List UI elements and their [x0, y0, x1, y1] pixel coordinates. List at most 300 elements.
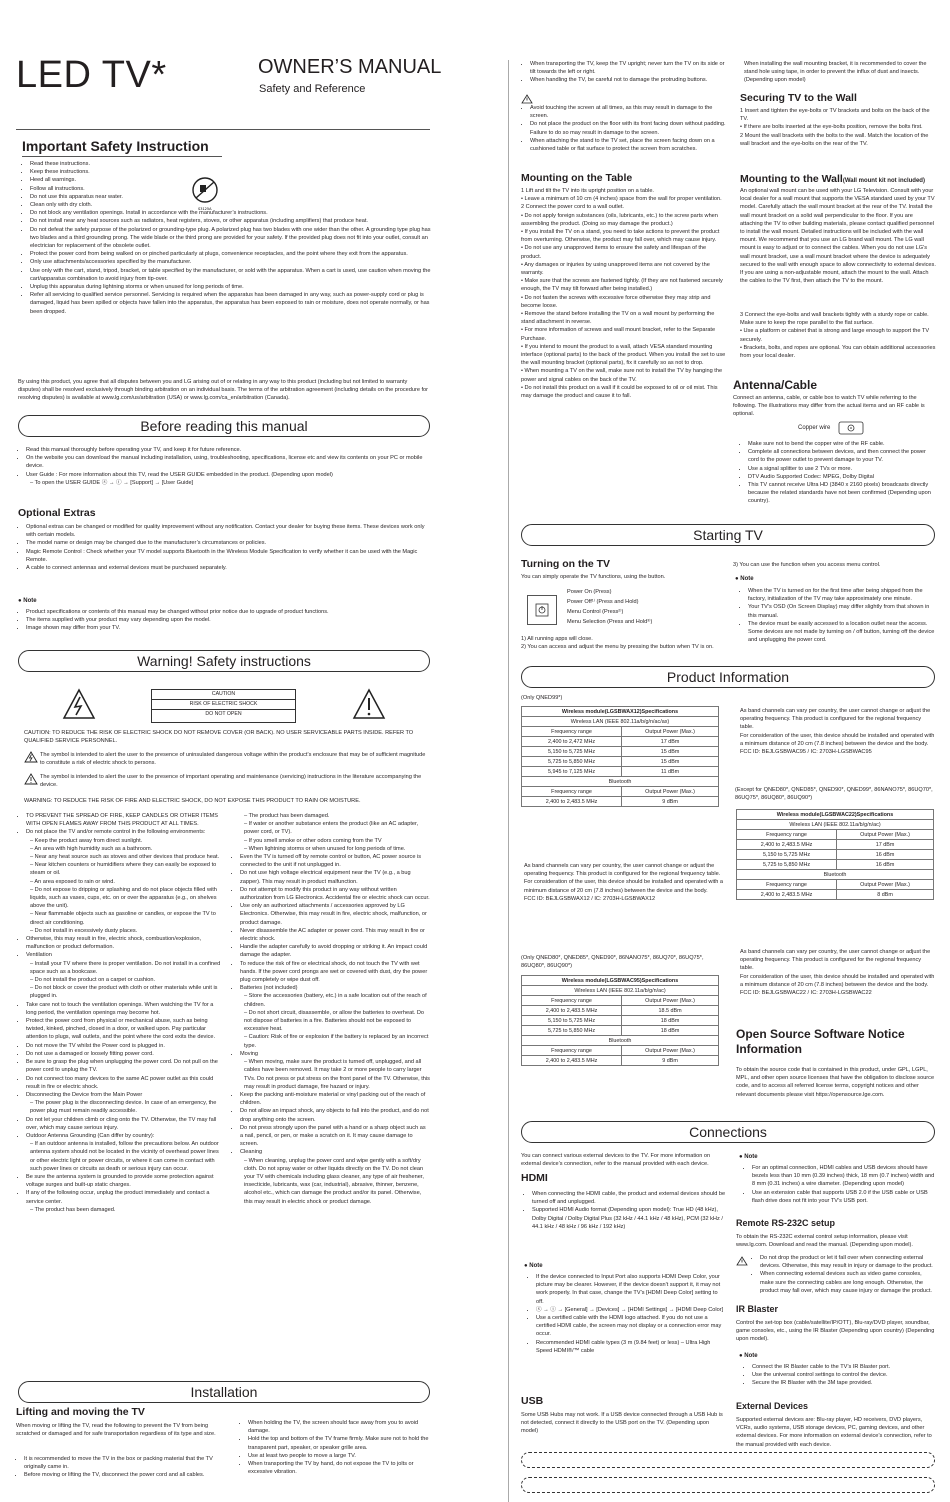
block2-spec-table [521, 975, 719, 1066]
wall-mount-text: An optional wall mount can be used with your LG Television. Consult with your local dealer for a wall mount that supports the VESA standard used by your TV model. Carefully attach the wall mount bracket at the rear of the TV. Install the wall mount bracket on a solid wall perpendicular to the floor. If you are attaching the TV to other building materials, please contact qualified personnel to install the wall mount. Detailed instructions will be included with the wall mount. We recommend that you use an LG brand wall mount. The LG wall mount is easy to adjust or to connect the cables. When you do not use LG's wall mount bracket, use a wall mount bracket where the device is adequately secured to the wall with enough space to allow connectivity to external devices. If you are using a non-adjustable mount, attach the mount to the wall. Attach the cables to the TV first, then attach the TV to the mount. [740, 188, 936, 285]
list-item: • Read this manual thoroughly before operating your TV, and keep it for future reference. [26, 446, 430, 454]
list-item: • Recommended HDMI cable types (3 m (9.84 feet) or less) – Ultra High Speed HDMI®/™ cable [536, 1339, 726, 1355]
caution-icon [736, 1256, 748, 1266]
symbol1-text: The symbol is intended to alert the user to the presence of uninsulated dangerous voltage within the product’s enclosure that may be of sufficient magnitude to constitute a risk of electric shock to persons. [40, 752, 426, 767]
note-label-text: Note [23, 598, 37, 604]
list-item: • Be sure to grasp the plug when unplugging the power cord. Do not pull on the power cord to unplug the TV. [26, 1058, 222, 1074]
list-item: • Make sure not to bend the copper wire of the RF cable. [748, 440, 936, 448]
list-item: • Do not install near any heat sources such as radiators, heat registers, stoves, or other apparatus (including amplifiers) that produce heat. [30, 217, 432, 225]
list-item: • It is recommended to move the TV in the box or packing material that the TV originally came in. [24, 1455, 224, 1471]
list-item: – Store the accessories (battery, etc.) in a safe location out of the reach of children. [244, 993, 427, 1008]
table-cell: 18 dBm [622, 1026, 719, 1036]
footnote: 1) All running apps will close. [521, 636, 593, 642]
list-item: • Do not connect too many devices to the same AC power outlet as this could result in fire or electric shock. [26, 1075, 222, 1091]
optional-title: Optional Extras [18, 507, 96, 519]
list-item: • Remove the stand before installing the TV on a wall mount by performing the stand attachment in reverse. [521, 311, 715, 326]
ir-note-label: ● Note [739, 1353, 758, 1359]
table-cell: 11 dBm [622, 767, 719, 777]
table-row [522, 737, 719, 747]
warning-left-list [18, 812, 222, 1214]
button-function: Power On (Press) [567, 589, 612, 595]
list-item: • For more information of screws and wall mount bracket, refer to the Separate Purchase. [521, 327, 716, 342]
list-item: • Moving [240, 1050, 430, 1058]
wall-mount-title-text: Mounting to the Wall [740, 173, 843, 185]
rs232-list [752, 1254, 936, 1295]
hdmi-note-label: ● Note [524, 1263, 543, 1269]
open-source-title: Open Source Software Notice Information [736, 1027, 905, 1056]
table-cell: Output Power (Max.) [622, 1046, 719, 1056]
list-item: 2 Mount the wall brackets with the bolts to the wall. Match the location of the wall bracket and the eye-bolts on the rear of the TV. [740, 132, 929, 147]
table-row [522, 707, 719, 717]
list-item: • Batteries (not included) [240, 984, 430, 992]
list-item: • Optional extras can be changed or modified for quality improvement without any notification. Contact your dealer for buying these items. These devices work only with certain models. [26, 523, 430, 539]
fcc-id: FCC ID: BEJLGSBWAC95 / IC: 2703H-LGSBWAC95 [740, 749, 872, 756]
table-mount-list [521, 187, 726, 400]
important-list [22, 160, 432, 316]
list-item: • If the device connected to Input Port also supports HDMI Deep Color, your picture may be clearer. However, if the device doesn't support it, it may not work properly. In that case, change the TV’s [HDMI Deep Color] setting to off. [536, 1273, 726, 1306]
table-cell: Wireless LAN (IEEE 802.11a/b/g/n/ac) [522, 986, 719, 996]
list-item: • Do not fasten the screws with excessive force otherwise they may strip and become loose. [521, 294, 711, 309]
manual-subtitle: Safety and Reference [259, 83, 366, 95]
table-cell: Bluetooth [737, 870, 934, 880]
caution-row: DO NOT OPEN [205, 711, 242, 717]
optional-list [18, 523, 430, 572]
wall-mount-suffix: (Wall mount kit not included) [842, 178, 925, 184]
table-cell: 18 dBm [622, 1016, 719, 1026]
open-source-text: To obtain the source code that is contained in this product, under GPL, LGPL, MPL, and other open source licenses that have the obligation to disclose source code, and to access all referred license terms, copyright notices and other relevant documents please visit https://opensource.lge.com. [736, 1067, 935, 1098]
table-cell: 5,150 to 5,725 MHz [737, 850, 837, 860]
list-item: • When handling the TV, be careful not to damage the protruding buttons. [530, 76, 726, 84]
ir-blaster-title: IR Blaster [736, 1304, 779, 1314]
list-item: • When transporting the TV, keep the TV upright; never turn the TV on its side or tilt towards the left or right. [530, 60, 726, 76]
list-item: • Leave a minimum of 10 cm (4 inches) space from the wall for proper ventilation. [521, 196, 722, 203]
turning-on-title: Turning on the TV [521, 558, 611, 570]
copper-wire-label: Copper wire [798, 425, 831, 431]
table-row [522, 1006, 719, 1016]
starting-heading: Starting TV [521, 524, 935, 546]
table-cell: 2,400 to 2,483.5 MHz [522, 1006, 622, 1016]
list-item: • When the TV is turned on for the first time after being shipped from the factory, initialization of the TV may take approximately one minute. [748, 587, 936, 603]
table-cell: 5,150 to 5,725 MHz [522, 747, 622, 757]
table-row [522, 797, 719, 807]
usb-text: Some USB Hubs may not work. If a USB device connected through a USB Hub is not detected, connect it directly to the USB port on the TV. (Depending upon model) [521, 1412, 723, 1435]
table-cell: Frequency range [522, 727, 622, 737]
list-item: • Unplug this apparatus during lightning storms or when unused for long periods of time. [30, 283, 432, 291]
product-title: LED TV* [16, 54, 167, 96]
power-button-icon[interactable] [528, 596, 556, 624]
external-devices-text: Supported external devices are: Blu-ray player, HD receivers, DVD players, VCRs, audio systems, USB storage devices, PC, gaming devices, and other external devices. For more information on external device’s connection, refer to the manual provided with each device. [736, 1417, 932, 1448]
list-item: – When moving, make sure the product is turned off, unplugged, and all cables have been removed. It may take 2 or more people to carry larger TVs. Do not press or put stress on the front panel of the TV. Otherwise, this may result in product damage, fire hazard or injury. [244, 1059, 430, 1090]
list-item: • Use a platform or cabinet that is strong and large enough to support the TV securely. [740, 328, 930, 343]
list-item: – To open the USER GUIDE ⓢ → ⓘ → [Support] → [User Guide] [30, 479, 194, 486]
list-item: 3 Connect the eye-bolts and wall brackets tightly with a sturdy rope or cable. Make sure to keep the rope parallel to the flat surface. [740, 312, 929, 327]
caution-text: CAUTION: TO REDUCE THE RISK OF ELECTRIC SHOCK DO NOT REMOVE COVER (OR BACK). NO USER SERVICEABLE PARTS INSIDE. REFER TO QUALIFIED SERVICE PERSONNEL. [24, 730, 414, 745]
list-item: • Keep these instructions. [30, 168, 432, 176]
list-item: • Be sure the antenna system is grounded to provide some protection against voltage surges and built-up static charges. [26, 1173, 222, 1189]
hdmi-note-list [528, 1273, 726, 1355]
list-item: – Caution: Risk of fire or explosion if the battery is replaced by an incorrect type. [244, 1034, 429, 1049]
block2-notes [740, 707, 936, 756]
list-item: • Use at least two people to move a large TV. [248, 1452, 432, 1460]
list-item: • If you install the TV on a stand, you need to take actions to prevent the product from overturning. Otherwise, the product may fall over, which may cause injury. [521, 229, 720, 244]
list-item: • Ventilation [26, 951, 222, 959]
table-cell: 5,725 to 5,850 MHz [737, 860, 837, 870]
list-item: • Do not place the product on the floor with its front facing down without padding. Failure to do so may result in damage to the screen. [530, 120, 726, 136]
before-heading: Before reading this manual [18, 415, 430, 437]
list-item: • Make sure that the screws are fastened tightly. (If they are not fastened securely enough, the TV may tilt forward after being installed.) [521, 278, 723, 293]
list-item: – If you smell smoke or other odors coming from the TV [244, 837, 382, 844]
manual-title: OWNER’S MANUAL [258, 56, 442, 78]
before-note-list [18, 608, 430, 633]
table-row [737, 860, 934, 870]
table-cell: Frequency range [522, 1046, 622, 1056]
table-cell: 9 dBm [622, 797, 719, 807]
list-item: • When connecting external devices such as video game consoles, make sure the connecting cables are long enough. Otherwise, the product may fall over, which may cause injury or damage the product. [760, 1270, 936, 1295]
lifting-list [16, 1455, 224, 1480]
list-item: • Heed all warnings. [30, 176, 432, 184]
list-item: – Do not block or cover the product with cloth or other materials while unit is plugged in. [30, 985, 218, 1000]
conn-note-list [744, 1164, 936, 1205]
list-item: • Use only with the cart, stand, tripod, bracket, or table specified by the manufacturer, or sold with the apparatus. When a cart is used, use caution when moving the cart/apparatus combination to avoid injury from tip-over. [30, 267, 432, 283]
list-item: – If an outdoor antenna is installed, follow the precautions below. An outdoor antenna system should not be located in the vicinity of overhead power lines or other electric light or power circuits, or where it can come in contact with such power lines or circuits as death or serious injury can occur. [30, 1141, 219, 1172]
list-item: • Do not use any unapproved items to ensure the safety and lifespan of the product. [521, 245, 707, 260]
turning-on-intro: You can simply operate the TV functions, using the button. [521, 574, 666, 580]
distance-text: For consideration of the user, this device should be installed and operated with a minimum distance of 20 cm (7.8 inches) between the device and the body. [740, 732, 935, 747]
table-cell: Output Power (Max.) [622, 727, 719, 737]
table-cell: Wireless module(LGSBWAC22)Specifications [737, 810, 934, 820]
button-function: Menu Control (Press²⁾) [567, 609, 624, 615]
table-cell: 17 dBm [622, 737, 719, 747]
rs232-title: Remote RS-232C setup [736, 1218, 836, 1228]
table-cell: 18.5 dBm [622, 1006, 719, 1016]
distance-text: For consideration of the user, this device should be installed and operated with a minimum distance of 20 cm (7.8 inches) between the device and the body. [740, 973, 935, 988]
securing-list [740, 107, 936, 148]
list-item: • Even the TV is turned off by remote control or button, AC power source is connected to the unit if not unplugged in. [240, 853, 430, 869]
transport-list [522, 60, 726, 85]
list-item: • Handle the adapter carefully to avoid dropping or striking it. An impact could damage the adapter. [240, 943, 430, 959]
list-item: – When cleaning, unplug the power cord and wipe gently with a soft/dry cloth. Do not spray water or other liquids directly on the TV. Do not clean your TV with chemicals including glass cleaner, any type of air freshener, insecticide, lubricants, wax (car, industrial), abrasive, thinner, benzene, alcohol etc., which can damage the product and/or its panel. Otherwise, this may result in electric shock or product damage. [244, 1157, 424, 1205]
list-item: – Do not expose to dripping or splashing and do not place objects filled with liquids, such as vases, cups, etc. on or over the apparatus (e.g., on shelves above the unit). [30, 886, 217, 910]
list-item: • Use only an authorized attachments / accessories approved by LG Electronics. Otherwise, this may result in fire, electric shock, malfunction, or product damage. [240, 902, 430, 927]
table-row [737, 820, 934, 830]
list-item: • Clean only with dry cloth. [30, 201, 432, 209]
list-item: • Do not apply foreign substances (oils, lubricants, etc.) to the screw parts when assembling the product. (Doing so may damage the product.) [521, 212, 718, 227]
list-item: • If any of the following occur, unplug the product immediately and contact a service center. [26, 1189, 222, 1205]
antenna-title: Antenna/Cable [733, 378, 818, 392]
list-item: • Any damages or injuries by using unapproved items are not covered by the warranty. [521, 261, 710, 277]
list-item: – Near flammable objects such as gasoline or candles, or expose the TV to direct air conditioning. [30, 911, 216, 926]
list-item: • This TV cannot receive Ultra HD (3840 x 2160 pixels) broadcasts directly because the related standards have not been confirmed (Depending upon country). [748, 481, 936, 506]
list-item: • Use a certified cable with the HDMI logo attached. If you do not use a certified HDMI cable, the screen may not display or a connection error may occur. [536, 1314, 726, 1339]
table-row [737, 840, 934, 850]
antenna-list [740, 440, 936, 506]
table-cell: 2,400 to 2,483.5 MHz [737, 890, 837, 900]
starting-note-text: Note [740, 576, 754, 582]
divider [22, 156, 222, 157]
hdmi-list [524, 1190, 726, 1231]
connections-intro: You can connect various external devices to the TV. For more information on external device’s connection, refer to the manual provided with each device. [521, 1153, 711, 1168]
block3-model: (Except for QNED80*, QNED85*, QNED90*, QNED99*, 86NANO75*, 86UQ70*, 86UQ75*, 86UQ80*, 86UQ90*) [735, 787, 933, 802]
table-row [522, 787, 719, 797]
table-cell: Bluetooth [522, 777, 719, 787]
list-item: • To reduce the risk of fire or electrical shock, do not touch the TV with wet hands. If the power cord prongs are wet or covered with dust, dry the power plug completely or wipe dust off. [240, 960, 430, 985]
list-item: • For an optimal connection, HDMI cables and USB devices should have bezels less than 10 mm (0.39 inches) thick, 18 mm (0.7 inches) width and 8 mm (0.31 inches) a wire diameter. (Depending upon model) [752, 1164, 936, 1189]
list-item: • Otherwise, this may result in fire, electric shock, combustion/explosion, malfunction or product deformation. [26, 935, 222, 951]
list-item: • Do not place the TV and/or remote control in the following environments: [26, 828, 222, 836]
conn-note-text: Note [744, 1154, 758, 1160]
table-cell: Bluetooth [522, 1036, 719, 1046]
hdmi-note-text: Note [529, 1263, 543, 1269]
list-item: • Protect the power cord from physical or mechanical abuse, such as being twisted, kinked, pinched, closed in a door, or walked upon. Pay particular attention to plugs, wall outlets, and the point where the cord exits the device. [26, 1017, 222, 1042]
list-item: – An area with high humidity such as a bathroom. [30, 845, 153, 852]
block1-notes [524, 862, 724, 903]
table-cell: 5,945 to 7,125 MHz [522, 767, 622, 777]
list-item: • Do not use a damaged or loosely fitting power cord. [26, 1050, 222, 1058]
block1-model: (Only QNED99*) [521, 695, 563, 701]
table-row [737, 890, 934, 900]
exclamation-warning-icon [352, 688, 386, 720]
list-item: • TO PREVENT THE SPREAD OF FIRE, KEEP CANDLES OR OTHER ITEMS WITH OPEN FLAMES AWAY FROM THIS PRODUCT AT ALL TIMES. [26, 812, 222, 828]
table-row [522, 717, 719, 727]
table-cell: 5,725 to 5,850 MHz [522, 757, 622, 767]
list-item: – When lightning storms or when unused for long periods of time. [244, 845, 406, 852]
list-item: – Install your TV where there is proper ventilation. Do not install in a confined space such as a bookcase. [30, 960, 221, 975]
hdmi-title: HDMI [521, 1172, 548, 1184]
block3-notes [740, 948, 936, 997]
list-item: • Do not use this apparatus near water. [30, 193, 432, 201]
list-item: – The product has been damaged. [244, 813, 330, 819]
list-item: 1 Insert and tighten the eye-bolts or TV brackets and bolts on the back of the TV. [740, 108, 930, 123]
table-cell: 17 dBm [837, 840, 934, 850]
product-info-heading: Product Information [521, 666, 935, 688]
footnote-3: 3) You can use the function when you access menu control. [733, 562, 881, 568]
list-item: • Complete all connections between devices, and then connect the power cord to the power outlet to prevent damage to your TV. [748, 448, 936, 464]
list-item: • Do not defeat the safety purpose of the polarized or grounding-type plug. A polarized plug has two blades with one wider than the other. A grounding type plug has two blades and a third grounding prong. The wide blade or the third prong are provided for your safety. If the provided plug does not fit into your outlet, consult an electrician for replacement of the obsolete outlet. [30, 226, 432, 251]
list-item: • User Guide : For more information about this TV, read the USER GUIDE embedded in the product. (Depending upon model) [26, 471, 430, 479]
list-item: 2 Connect the power cord to a wall outlet. [521, 204, 624, 211]
table-row [522, 1026, 719, 1036]
list-item: – Do not short circuit, disassemble, or allow the batteries to overheat. Do not dispose of batteries in a fire. Batteries should not be exposed to excessive heat. [244, 1009, 425, 1033]
list-item: • Read these instructions. [30, 160, 432, 168]
list-item: • Disconnecting the Device from the Main Power [26, 1091, 222, 1099]
svg-text:S3125A: S3125A [198, 207, 212, 211]
list-item: • Supported HDMI Audio format (Depending upon model): True HD (48 kHz), Dolby Digital / Dolby Digital Plus (32 kHz / 44.1 kHz / 48 kHz), PCM (32 kHz / 44.1 kHz / 48 kHz / 96 kHz / 192 kHz) [532, 1206, 726, 1231]
list-item: • Never disassemble the AC adapter or power cord. This may result in fire or electric shock. [240, 927, 430, 943]
table-cell: Wireless LAN (IEEE 802.11a/b/g/n/ac) [737, 820, 934, 830]
ir-note-text: Note [744, 1353, 758, 1359]
caution-row: RISK OF ELECTRIC SHOCK [152, 700, 295, 710]
footnotes [521, 635, 727, 651]
bracket-intro: When installing the wall mounting bracket, it is recommended to cover the stand hole using tape, in order to prevent the influx of dust and insects. (Depending upon model) [744, 61, 927, 84]
lifting-list-2 [240, 1419, 432, 1476]
antenna-text: Connect an antenna, cable, or cable box to watch TV while referring to the following. The illustrations may differ from the actual items and an RF cable is optional. [733, 395, 925, 418]
table-cell: Frequency range [737, 830, 837, 840]
list-item: • Do not let your children climb or cling onto the TV. Otherwise, the TV may fall over, which may cause serious injury. [26, 1116, 222, 1132]
fcc-id: FCC ID: BEJLGSBWAC22 / IC: 2703H-LGSBWAC22 [740, 990, 872, 997]
table-cell: 16 dBm [837, 860, 934, 870]
caution-box [151, 689, 296, 723]
table-row [522, 1046, 719, 1056]
important-title: Important Safety Instruction [22, 138, 209, 154]
list-item: • Only use attachments/accessories specified by the manufacturer. [30, 258, 432, 266]
list-item: • DTV Audio Supported Codec: MPEG, Dolby Digital [748, 473, 936, 481]
list-item: • Do not allow an impact shock, any objects to fall into the product, and do not drop anything onto the screen. [240, 1107, 430, 1123]
table-cell: Output Power (Max.) [622, 787, 719, 797]
list-item: • When mounting a TV on the wall, make sure not to install the TV by hanging the power and signal cables on the back of the TV. [521, 368, 723, 383]
list-item: • Image shown may differ from your TV. [26, 624, 430, 632]
band-text: As band channels can vary per country, the user cannot change or adjust the operating frequency. This product is configured for the regional frequency table. [740, 708, 931, 731]
band-text: As band channels can vary per country, the user cannot change or adjust the operating frequency. This product is configured for the regional frequency table. [524, 863, 721, 878]
power-button-box [527, 595, 557, 625]
table-row [522, 996, 719, 1006]
table-row [737, 870, 934, 880]
caution-row: CAUTION [152, 690, 295, 700]
table-row [522, 976, 719, 986]
list-item: 1 Lift and tilt the TV into its upright position on a table. [521, 188, 654, 194]
rf-cable-icon [838, 419, 864, 437]
starting-note-label: ● Note [735, 576, 754, 582]
list-item: • Use the universal control settings to control the device. [752, 1371, 936, 1379]
lightning-warning-icon [62, 688, 96, 720]
list-item: – Do not install the product on a carpet or cushion. [30, 977, 156, 984]
connections-heading: Connections [521, 1121, 935, 1143]
table-row [522, 757, 719, 767]
list-item: – The power plug is the disconnecting device. In case of an emergency, the power plug must remain readily accessible. [30, 1100, 217, 1115]
table-cell: 2,400 to 2,483.5 MHz [522, 1056, 622, 1066]
list-item: • Do not drop the product or let it fall over when connecting external devices. Otherwise, this may result in injury or damage to the product. [760, 1254, 936, 1270]
button-function: Menu Selection (Press and Hold³⁾) [567, 619, 653, 625]
warning-right-list [232, 812, 430, 1206]
lifting-intro: When moving or lifting the TV, read the following to prevent the TV from being scratched or damaged and for safe transportation regardless of its type and size. [16, 1423, 216, 1438]
table-cell: 5,150 to 5,725 MHz [522, 1016, 622, 1026]
conn-note-label: ● Note [739, 1154, 758, 1160]
list-item: • Protect the power cord from being walked on or pinched particularly at plugs, convenience receptacles, and the point where they exit from the apparatus. [30, 250, 432, 258]
list-item: • The items supplied with your product may vary depending upon the model. [26, 616, 430, 624]
ir-blaster-text: Control the set-top box (cable/satellite/IP/OTT), Blu-ray/DVD player, soundbar, game consoles, etc., using the IR Blaster (Depending upon country) (Depending upon model). [736, 1320, 935, 1343]
list-item: • The device must be easily accessed to a location outlet near the access. Some devices are not made by turning on / off button, turning off the device and unplugging the power cord. [748, 620, 936, 645]
fcc-id: FCC ID: BEJLGSBWAX12 / IC: 2703H-LGSBWAX12 [524, 895, 656, 902]
before-list [18, 446, 430, 487]
table-row [737, 850, 934, 860]
block2-model: (Only QNED80*, QNED85*, QNED90*, 86NANO75*, 86UQ70*, 86UQ75*, 86UQ80*, 86UQ90*) [521, 955, 704, 970]
list-item: • Avoid touching the screen at all times, as this may result in damage to the screen. [530, 104, 726, 120]
list-item: – If water or another substance enters the product (like an AC adapter, power cord, or TV). [244, 821, 419, 836]
list-item: • When holding the TV, the screen should face away from you to avoid damage. [248, 1419, 432, 1435]
table-cell: 15 dBm [622, 757, 719, 767]
list-item: • Brackets, bolts, and ropes are optional. You can obtain additional accessories from your local dealer. [740, 344, 936, 360]
list-item: • Do not press strongly upon the panel with a hand or a sharp object such as a nail, pencil, or pen, or make a scratch on it. It may cause damage to screen. [240, 1124, 430, 1149]
lightning-small-icon [24, 751, 38, 763]
list-item: • Do not attempt to modify this product in any way without written authorization from LG Electronics. Accidental fire or electric shock can occur. [240, 886, 430, 902]
block1-spec-table [521, 706, 719, 807]
table-cell: Wireless LAN (IEEE 802.11a/b/g/n/ac/ax) [522, 717, 719, 727]
table-row [522, 1016, 719, 1026]
table-cell: Output Power (Max.) [837, 880, 934, 890]
list-item: • Do not move the TV whilst the Power cord is plugged in. [26, 1042, 222, 1050]
screen-care-list [522, 104, 726, 153]
list-item: – The product has been damaged. [30, 1206, 116, 1213]
blank-box [521, 1477, 935, 1493]
installation-heading: Installation [18, 1381, 430, 1403]
table-cell: Wireless module(LGSBWAX12)Specifications [522, 707, 719, 717]
usb-title: USB [521, 1395, 544, 1407]
table-row [522, 747, 719, 757]
table-cell: 2,400 to 2,483.5 MHz [522, 797, 622, 807]
note-label: ● Note [18, 598, 37, 604]
arbitration-text: By using this product, you agree that all disputes between you and LG arising out of or relating in any way to this product (including but not limited to warranty disputes) shall be resolved exclusively through binding arbitration on an individual basis. The terms of the arbitration agreement (including details on the procedure for resolving disputes) is available at www.lg.com/us/arbitration (USA) or www.lg.com/ca_en/arbitration (Canada). [18, 379, 429, 402]
exclamation-small-icon [24, 773, 38, 785]
button-function: Power Off¹⁾ (Press and Hold) [567, 599, 639, 605]
fire-warning: WARNING: TO REDUCE THE RISK OF FIRE AND ELECTRIC SHOCK, DO NOT EXPOSE THIS PRODUCT TO RAIN OR MOISTURE. [24, 798, 361, 804]
ir-note-list [744, 1363, 936, 1388]
list-item: • Hold the top and bottom of the TV frame firmly. Make sure not to hold the transparent part, speaker, or speaker grille area. [248, 1435, 432, 1451]
table-cell: Frequency range [737, 880, 837, 890]
table-row [522, 727, 719, 737]
securing-title: Securing TV to the Wall [740, 92, 857, 104]
lifting-title: Lifting and moving the TV [16, 1406, 145, 1418]
starting-note-list [740, 587, 936, 644]
table-cell: Frequency range [522, 787, 622, 797]
table-row [522, 1056, 719, 1066]
table-row [522, 777, 719, 787]
table-cell: 16 dBm [837, 850, 934, 860]
list-item: • Magic Remote Control : Check whether your TV model supports Bluetooth in the Wireless Module Specification to verify whether it can be used with the Magic Remote. [26, 548, 430, 564]
list-item: • Connect the IR Blaster cable to the TV’s IR Blaster port. [752, 1363, 936, 1371]
list-item: • Before moving or lifting the TV, disconnect the power cord and all cables. [24, 1471, 224, 1479]
list-item: • Outdoor Antenna Grounding (Can differ by country): [26, 1132, 222, 1140]
list-item: – Near kitchen counters or humidifiers where they can easily be exposed to steam or oil. [30, 862, 217, 877]
table-row [737, 810, 934, 820]
list-item: • Refer all servicing to qualified service personnel. Servicing is required when the apparatus has been damaged in any way, such as power-supply cord or plug is damaged, liquid has been spilled or objects have fallen into the apparatus, the apparatus has been exposed to rain or moisture, does not operate normally, or has been dropped. [30, 291, 432, 316]
table-cell: Output Power (Max.) [837, 830, 934, 840]
table-cell: 15 dBm [622, 747, 719, 757]
list-item: • The model name or design may be changed due to the manufacturer’s circumstances or policies. [26, 539, 430, 547]
table-row [522, 1036, 719, 1046]
table-cell: 8 dBm [837, 890, 934, 900]
list-item: • If you intend to mount the product to a wall, attach VESA standard mounting interface (optional parts) to the back of the product. When you install the set to use the wall mounting bracket (optional parts), fix it carefully so as not to drop. [521, 343, 726, 367]
list-item: – Near any heat source such as stoves and other devices that produce heat. [30, 854, 220, 861]
wall-mount-title [740, 173, 925, 185]
table-cell: Output Power (Max.) [622, 996, 719, 1006]
table-row [737, 830, 934, 840]
list-item: • Your TV’s OSD (On Screen Display) may differ slightly from that shown in this manual. [748, 603, 936, 619]
list-item: • If there are bolts inserted at the eye-bolts position, remove the bolts first. [740, 124, 923, 131]
list-item: • When transporting the TV by hand, do not expose the TV to jolts or excessive vibration. [248, 1460, 432, 1476]
warning-heading: Warning! Safety instructions [18, 650, 430, 672]
distance-text: For consideration of the user, this device should be installed and operated with a minimum distance of 20 cm (7.8 inches) between the device and the body. [524, 879, 724, 894]
table-cell: 2,400 to 2,483.5 MHz [737, 840, 837, 850]
list-item: • Secure the IR Blaster with the 3M tape provided. [752, 1379, 936, 1387]
list-item: • Use a signal splitter to use 2 TVs or more. [748, 465, 936, 473]
list-item: – Do not install in excessively dusty places. [30, 927, 138, 934]
list-item: • Do not install this product on a wall if it could be exposed to oil or oil mist. This may damage the product and cause it to fall. [521, 384, 718, 400]
list-item: • Do not block any ventilation openings. Install in accordance with the manufacturer’s instructions. [30, 209, 432, 217]
list-item: • When connecting the HDMI cable, the product and external devices should be turned off and unplugged. [532, 1190, 726, 1206]
divider [16, 129, 430, 130]
list-item: • A cable to connect antennas and external devices must be purchased separately. [26, 564, 430, 572]
external-devices-title: External Devices [736, 1401, 809, 1411]
block3-spec-table [736, 809, 934, 900]
button-functions [567, 587, 727, 627]
list-item: • ⓢ → ⓘ → [General] → [Devices] → [HDMI Settings] → [HDMI Deep Color] [536, 1306, 726, 1314]
table-row [737, 880, 934, 890]
rs232-text: To obtain the RS-232C external control setup information, please visit www.lg.com. Download and read the manual. (Depending upon model). [736, 1234, 913, 1249]
band-text: As band channels can vary per country, the user cannot change or adjust the operating frequency. This product is configured for the regional frequency table. [740, 949, 931, 972]
list-item: • Product specifications or contents of this manual may be changed without prior notice due to upgrade of product functions. [26, 608, 430, 616]
list-item: – Keep the product away from direct sunlight. [30, 837, 143, 844]
table-cell: Wireless module(LGSBWAC95)Specifications [522, 976, 719, 986]
list-item: – An area exposed to rain or wind. [30, 878, 115, 885]
